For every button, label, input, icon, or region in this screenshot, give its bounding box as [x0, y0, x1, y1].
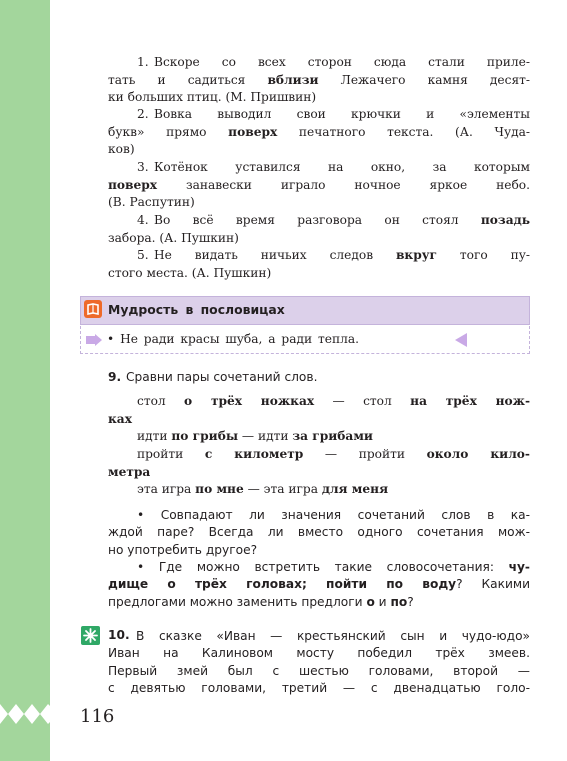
bold-word: по мне	[195, 482, 244, 496]
text-segment: но употребить другое?	[108, 542, 258, 557]
text-segment: — идти	[238, 429, 293, 443]
text-segment: Котёнок уставился на окно, за которым	[154, 160, 530, 174]
example-number: 4.	[137, 213, 149, 227]
text-line	[108, 542, 257, 558]
text-segment: предлогами можно заменить предлоги	[108, 594, 367, 609]
example-number: 2.	[137, 107, 149, 121]
bold-word: позадь	[480, 213, 530, 227]
text-line	[136, 628, 530, 644]
text-line	[154, 247, 530, 263]
text-line	[108, 411, 132, 427]
bold-word: за грибами	[292, 429, 373, 443]
text-line	[154, 106, 530, 122]
bold-word: ках	[108, 411, 132, 426]
bold-word: чу-	[508, 560, 530, 574]
text-line	[108, 645, 530, 661]
left-margin-strip	[0, 0, 50, 761]
text-segment: В сказке «Иван — крестьянский сын и чудо-юдо»	[136, 629, 530, 643]
text-segment: Иван на Калиновом мосту победил трёх змеев.	[108, 646, 530, 661]
text-line	[137, 507, 530, 523]
text-line	[108, 680, 530, 696]
text-line	[154, 212, 530, 228]
text-segment: ждой паре? Всегда ли вместо одного сочетания мож-	[108, 525, 530, 540]
text-line	[108, 265, 271, 281]
example-number: 3.	[137, 160, 149, 174]
text-line	[137, 559, 530, 575]
bold-word: для меня	[321, 482, 389, 496]
bold-word: дище о трёх головах; пойти по воду	[108, 577, 457, 592]
text-line	[108, 663, 530, 679]
bold-word: поверх	[108, 177, 158, 192]
text-line	[108, 464, 150, 480]
text-line	[108, 524, 530, 540]
text-line	[154, 159, 530, 175]
bold-word: о	[366, 594, 375, 609]
text-segment: с девятью головами, третий — с двенадцатью голо-	[108, 680, 530, 695]
text-segment: Первый змей был с шестью головами, второй —	[108, 663, 530, 678]
text-segment: печатного текста. (А. Чуда-	[277, 124, 531, 139]
text-line	[108, 72, 530, 88]
bold-word: около кило-	[426, 447, 530, 461]
text-line	[137, 428, 373, 444]
text-segment: Вскоре со всех сторон сюда стали приле-	[154, 55, 530, 69]
wisdom-book-icon	[84, 300, 102, 318]
text-segment: Вовка выводил свои крючки и «элементы	[154, 107, 530, 121]
text-segment: занавески играло ночное яркое небо.	[157, 177, 530, 192]
text-line	[137, 446, 530, 462]
text-segment: пройти	[137, 447, 205, 461]
text-line	[108, 124, 530, 140]
star-task-icon	[81, 626, 100, 645]
text-segment: — пройти	[303, 447, 427, 461]
text-line	[137, 481, 388, 497]
text-segment: ? Какими	[456, 577, 530, 592]
text-segment: и	[374, 594, 391, 609]
text-segment: идти	[137, 429, 172, 443]
text-segment: эта игра	[137, 482, 196, 496]
text-segment: стого места. (А. Пушкин)	[108, 265, 272, 280]
text-line	[108, 177, 530, 193]
text-segment: ?	[407, 594, 414, 609]
text-line	[108, 594, 414, 610]
left-arrow-icon	[455, 333, 467, 347]
text-segment: • Совпадают ли значения сочетаний слов в ка-	[137, 508, 530, 522]
text-line	[108, 230, 239, 246]
right-arrow-icon	[86, 334, 102, 346]
text-segment: забора. (А. Пушкин)	[108, 230, 239, 245]
bold-word: на трёх нож-	[410, 394, 531, 408]
text-segment: букв» прямо	[108, 124, 229, 139]
text-segment: стол	[137, 394, 185, 408]
proverb-text: • Не ради красы шуба, а ради тепла.	[107, 332, 359, 346]
task-10-number: 10.	[108, 628, 130, 642]
bold-word: по	[390, 594, 408, 609]
text-line	[108, 89, 316, 105]
bold-word: вблизи	[267, 72, 319, 87]
text-segment: (В. Распутин)	[108, 195, 195, 209]
page-number: 116	[80, 706, 115, 727]
text-line	[137, 393, 530, 409]
text-segment: того пу-	[437, 248, 531, 262]
example-number: 1.	[137, 55, 149, 69]
bold-word: поверх	[228, 124, 278, 139]
task-9-number: 9.	[108, 370, 122, 384]
wisdom-title: Мудрость в пословицах	[108, 302, 285, 317]
text-segment: ков)	[108, 142, 135, 156]
text-segment: — стол	[314, 394, 411, 408]
text-segment: тать и садиться	[108, 72, 268, 87]
bold-word: о трёх ножках	[184, 394, 315, 408]
bold-word: метра	[108, 464, 151, 479]
text-segment: Лежачего камня десят-	[318, 72, 530, 87]
zigzag-ornament	[0, 700, 50, 728]
text-segment: ки больших птиц. (М. Пришвин)	[108, 90, 317, 104]
bold-word: по грибы	[171, 429, 239, 443]
text-segment: • Где можно встретить такие словосочетания:	[137, 560, 509, 574]
task-9-instruction: Сравни пары сочетаний слов.	[126, 370, 318, 384]
bold-word: с километр	[204, 447, 304, 461]
example-number: 5.	[137, 248, 149, 262]
text-segment: — эта игра	[243, 482, 322, 496]
bold-word: вкруг	[395, 248, 438, 262]
text-line	[108, 576, 530, 592]
text-segment: Не видать ничьих следов	[154, 248, 396, 262]
text-segment: Во всё время разговора он стоял	[154, 213, 481, 227]
text-line	[154, 54, 530, 70]
text-line	[108, 141, 135, 157]
text-line	[108, 194, 195, 210]
